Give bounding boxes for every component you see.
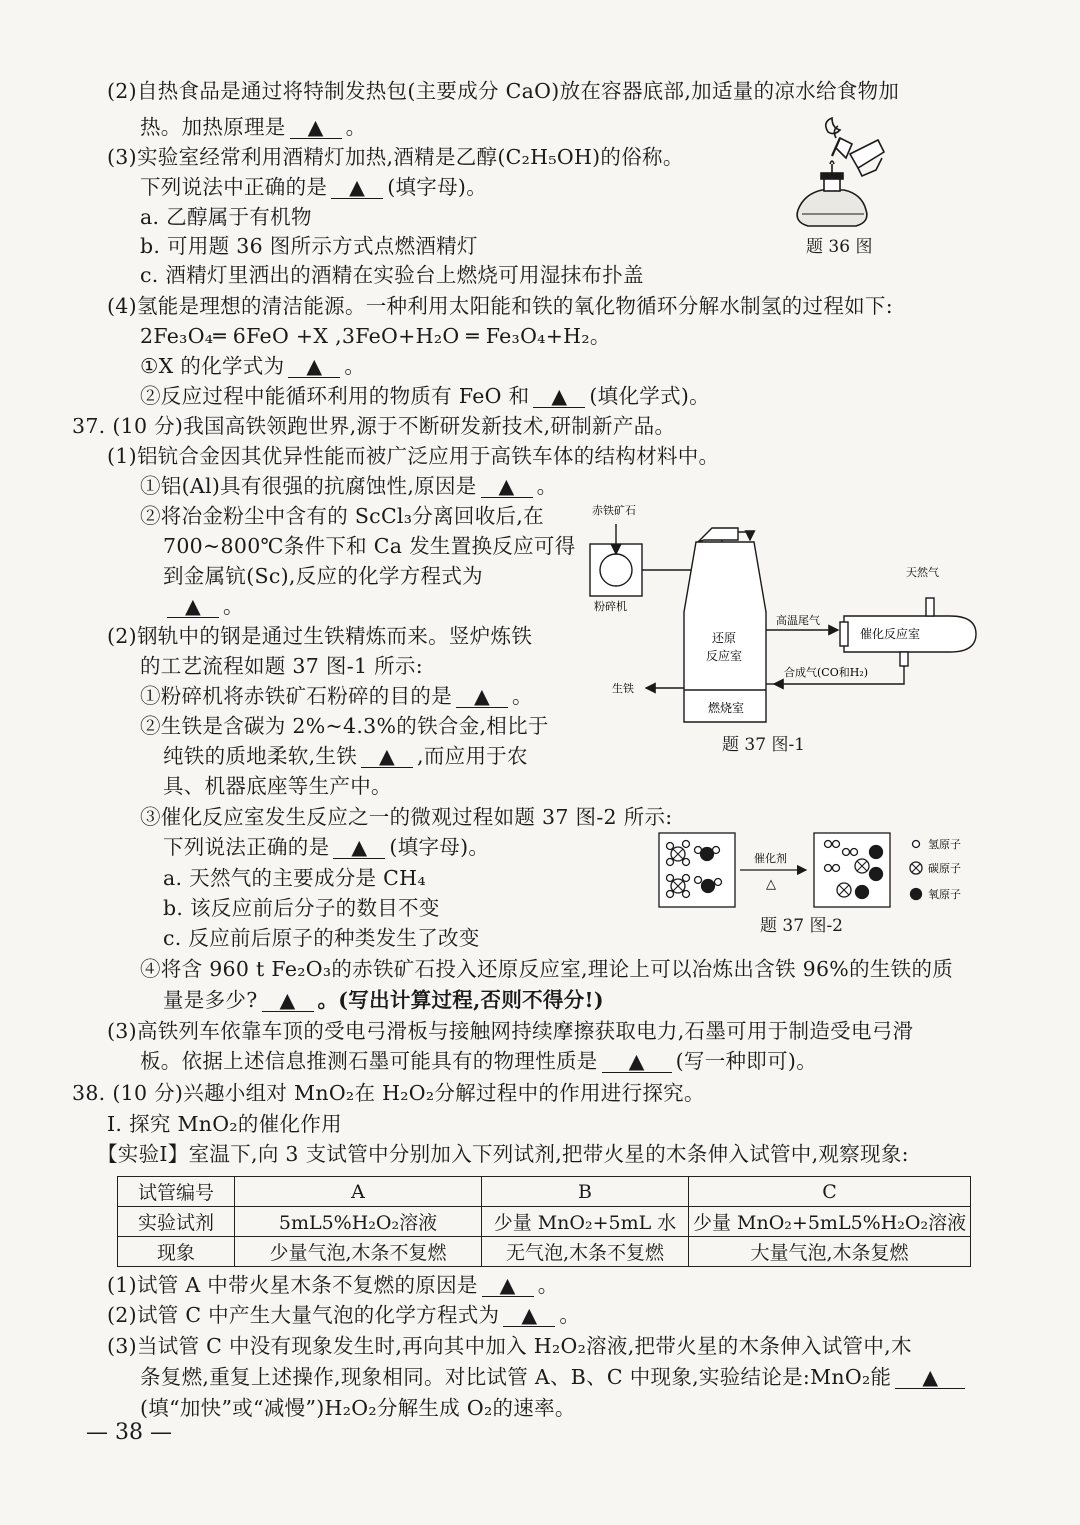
legend-hydrogen-icon	[913, 841, 920, 848]
answer-blank[interactable]: ▲	[533, 385, 585, 408]
q37-p1-q1-text: ①铝(Al)具有很强的抗腐蚀性,原因是	[140, 474, 477, 498]
q36-p4-q2-tail: (填化学式)。	[589, 384, 710, 408]
q37-p2-q4-line2	[163, 985, 604, 1015]
q36-p3-text: 下列说法中正确的是	[140, 175, 328, 199]
q37-p1-q1: ①铝(Al)具有很强的抗腐蚀性,原因是 ▲ 。	[140, 474, 558, 498]
q38-experiment-intro: 【实验Ⅰ】室温下,向 3 支试管中分别加入下列试剂,把带火星的木条伸入试管中,观察现象:	[97, 1142, 909, 1166]
legend-hydrogen: 氢原子	[928, 838, 961, 851]
q36-p4-q2	[140, 381, 710, 411]
q36-p3-tail: (填字母)。	[387, 175, 487, 199]
q37-heading: 37. (10 分)我国高铁领跑世界,源于不断研发新技术,研制新产品。	[72, 414, 676, 438]
q37-option-a: a. 天然气的主要成分是 CH₄	[163, 866, 426, 890]
reduction-furnace	[698, 528, 738, 542]
answer-blank[interactable]: ▲	[167, 595, 219, 618]
q37-p1-q2-line4: ▲ 。	[163, 591, 244, 621]
answer-blank[interactable]: ▲	[288, 355, 340, 378]
q37-p3-line2	[140, 1046, 817, 1076]
table-cell: A	[235, 1177, 482, 1207]
answer-blank[interactable]: ▲	[895, 1366, 965, 1389]
label-crusher: 粉碎机	[594, 600, 627, 613]
table-cell: 少量 MnO₂+5mL5%H₂O₂溶液	[689, 1207, 971, 1237]
label-natural-gas: 天然气	[906, 566, 939, 579]
q37-p2-q3-line2	[163, 832, 489, 862]
table-cell: 试管编号	[118, 1177, 235, 1207]
figure-36-alcohol-lamp	[780, 118, 890, 236]
q37-p3-text: 板。依据上述信息推测石墨可能具有的物理性质是	[140, 1049, 598, 1073]
q38-q3-line2	[140, 1362, 969, 1392]
q37-p2-q4-line1: ④将含 960 t Fe₂O₃的赤铁矿石投入还原反应室,理论上可以冶炼出含铁 96%的生铁的质	[140, 957, 954, 981]
q38-q2: (2)试管 C 中产生大量气泡的化学方程式为 ▲ 。	[107, 1303, 581, 1327]
q38-q3-text: 条复燃,重复上述操作,现象相同。对比试管 A、B、C 中现象,实验结论是:MnO₂能	[140, 1365, 892, 1389]
q36-p4-q1: ①X 的化学式为 ▲ 。	[140, 354, 366, 378]
q37-option-c: c. 反应前后原子的种类发生了改变	[163, 926, 480, 950]
label-pig-iron: 生铁	[612, 682, 634, 695]
q36-p4-line1: (4)氢能是理想的清洁能源。一种利用太阳能和铁的氧化物循环分解水制氢的过程如下:	[107, 294, 893, 318]
q37-p3-line1: (3)高铁列车依靠车顶的受电弓滑板与接触网持续摩擦获取电力,石墨可用于制造受电弓滑	[107, 1019, 914, 1043]
q38-q1-text: (1)试管 A 中带火星木条不复燃的原因是	[107, 1273, 478, 1297]
q37-p2-q3-tail: (填字母)。	[389, 835, 490, 859]
q37-p1-q2-line1: ②将冶金粉尘中含有的 ScCl₃分离回收后,在	[140, 504, 544, 528]
q36-option-b: b. 可用题 36 图所示方式点燃酒精灯	[140, 234, 478, 258]
q36-p2-line2: 热。加热原理是 ▲ 。	[140, 115, 367, 139]
q36-p2-text: 热。加热原理是	[140, 115, 286, 139]
answer-blank[interactable]: ▲	[482, 1274, 534, 1297]
figure-37-2-micro-reaction	[656, 830, 986, 910]
table-row	[118, 1207, 971, 1237]
label-hot-tail-gas: 高温尾气	[776, 614, 820, 627]
q37-p2-q3-text: 下列说法正确的是	[163, 835, 330, 859]
answer-blank[interactable]: ▲	[503, 1304, 555, 1327]
answer-blank[interactable]: ▲	[333, 836, 385, 859]
table-cell: 实验试剂	[118, 1207, 235, 1237]
answer-blank[interactable]: ▲	[602, 1050, 672, 1073]
q37-p2-q2-line3: 具、机器底座等生产中。	[163, 774, 392, 798]
answer-blank[interactable]: ▲	[481, 475, 533, 498]
q36-p3-line2	[140, 172, 487, 202]
label-catalytic-reactor: 催化反应室	[860, 627, 921, 641]
q36-p2-line1: (2)自热食品是通过将特制发热包(主要成分 CaO)放在容器底部,加适量的凉水给食物加	[107, 79, 900, 103]
table-cell: 大量气泡,木条复燃	[689, 1237, 971, 1267]
table-cell: C	[689, 1177, 971, 1207]
figure-37-1-caption: 题 37 图-1	[722, 735, 805, 755]
q38-q3-line1: (3)当试管 C 中没有现象发生时,再向其中加入 H₂O₂溶液,把带火星的木条伸入试管中,木	[107, 1334, 912, 1358]
answer-blank[interactable]: ▲	[361, 745, 413, 768]
label-reduce-line2: 反应室	[706, 649, 743, 663]
q37-p2-q2-text: 纯铁的质地柔软,生铁	[163, 744, 358, 768]
q37-p2-q4-tail: 。(写出计算过程,否则不得分!)	[317, 988, 604, 1012]
q36-p4-q1-text: ①X 的化学式为	[140, 354, 285, 378]
q37-p2-q3-line1: ③催化反应室发生反应之一的微观过程如题 37 图-2 所示:	[140, 805, 673, 829]
q37-p2-q1: ①粉碎机将赤铁矿石粉碎的目的是 ▲ 。	[140, 684, 533, 708]
label-heat: △	[766, 877, 776, 892]
q37-p2-q1-text: ①粉碎机将赤铁矿石粉碎的目的是	[140, 684, 452, 708]
label-reduce-line1: 还原	[712, 631, 737, 645]
answer-blank[interactable]: ▲	[290, 116, 342, 139]
answer-blank[interactable]: ▲	[331, 176, 383, 199]
q36-option-a: a. 乙醇属于有机物	[140, 205, 312, 229]
label-syngas: 合成气(CO和H₂)	[784, 666, 869, 679]
legend-carbon: 碳原子	[928, 862, 961, 875]
table-row	[118, 1177, 971, 1207]
page-number: — 38 —	[86, 1420, 172, 1445]
q38-q2-text: (2)试管 C 中产生大量气泡的化学方程式为	[107, 1303, 500, 1327]
q36-option-c: c. 酒精灯里洒出的酒精在实验台上燃烧可用湿抹布扑盖	[140, 263, 644, 287]
q37-option-b: b. 该反应前后分子的数目不变	[163, 896, 440, 920]
q37-p2-q2-line2	[163, 741, 528, 771]
table-row	[118, 1237, 971, 1267]
table-cell: 少量气泡,木条不复燃	[235, 1237, 482, 1267]
q38-heading: 38. (10 分)兴趣小组对 MnO₂在 H₂O₂分解过程中的作用进行探究。	[72, 1081, 705, 1105]
label-catalyst: 催化剂	[754, 852, 787, 865]
answer-blank[interactable]: ▲	[262, 989, 314, 1012]
table-cell: 5mL5%H₂O₂溶液	[235, 1207, 482, 1237]
q38-q1: (1)试管 A 中带火星木条不复燃的原因是 ▲ 。	[107, 1273, 559, 1297]
q37-p2-q2-line1: ②生铁是含碳为 2%~4.3%的铁合金,相比于	[140, 714, 549, 738]
q37-p2-line2: 的工艺流程如题 37 图-1 所示:	[140, 654, 423, 678]
q36-p3-line1: (3)实验室经常利用酒精灯加热,酒精是乙醇(C₂H₅OH)的俗称。	[107, 145, 684, 169]
figure-37-2-caption: 题 37 图-2	[760, 916, 843, 936]
q37-p3-tail: (写一种即可)。	[675, 1049, 818, 1073]
experiment-table	[117, 1176, 971, 1267]
table-cell: 现象	[118, 1237, 235, 1267]
q37-p1-q2-line2: 700~800℃条件下和 Ca 发生置换反应可得	[163, 534, 576, 558]
figure-36-caption: 题 36 图	[806, 237, 873, 257]
q36-p4-equation: 2Fe₃O₄═ 6FeO +X ,3FeO+H₂O ═ Fe₃O₄+H₂。	[140, 324, 611, 348]
q37-p1: (1)铝钪合金因其优异性能而被广泛应用于高铁车体的结构材料中。	[107, 444, 720, 468]
legend-oxygen: 氧原子	[928, 888, 961, 901]
table-cell: 无气泡,木条不复燃	[482, 1237, 689, 1267]
q38-q3-line3: (填“加快”或“减慢”)H₂O₂分解生成 O₂的速率。	[140, 1396, 576, 1420]
answer-blank[interactable]: ▲	[456, 685, 508, 708]
q36-p4-q2-text: ②反应过程中能循环利用的物质有 FeO 和	[140, 384, 530, 408]
table-cell: B	[482, 1177, 689, 1207]
label-combustion: 燃烧室	[708, 701, 745, 715]
figure-37-1-process-flow	[580, 500, 980, 730]
q38-section-1: Ⅰ. 探究 MnO₂的催化作用	[107, 1112, 342, 1136]
q37-p2-q4-text: 量是多少?	[163, 988, 258, 1012]
table-cell: 少量 MnO₂+5mL 水	[482, 1207, 689, 1237]
legend-oxygen-icon	[911, 889, 922, 900]
q37-p1-q2-line3: 到金属钪(Sc),反应的化学方程式为	[163, 564, 483, 588]
label-ore: 赤铁矿石	[592, 504, 636, 517]
q37-p2-line1: (2)钢轨中的钢是通过生铁精炼而来。竖炉炼铁	[107, 624, 533, 648]
q37-p2-q2-tail: ,而应用于农	[417, 744, 528, 768]
